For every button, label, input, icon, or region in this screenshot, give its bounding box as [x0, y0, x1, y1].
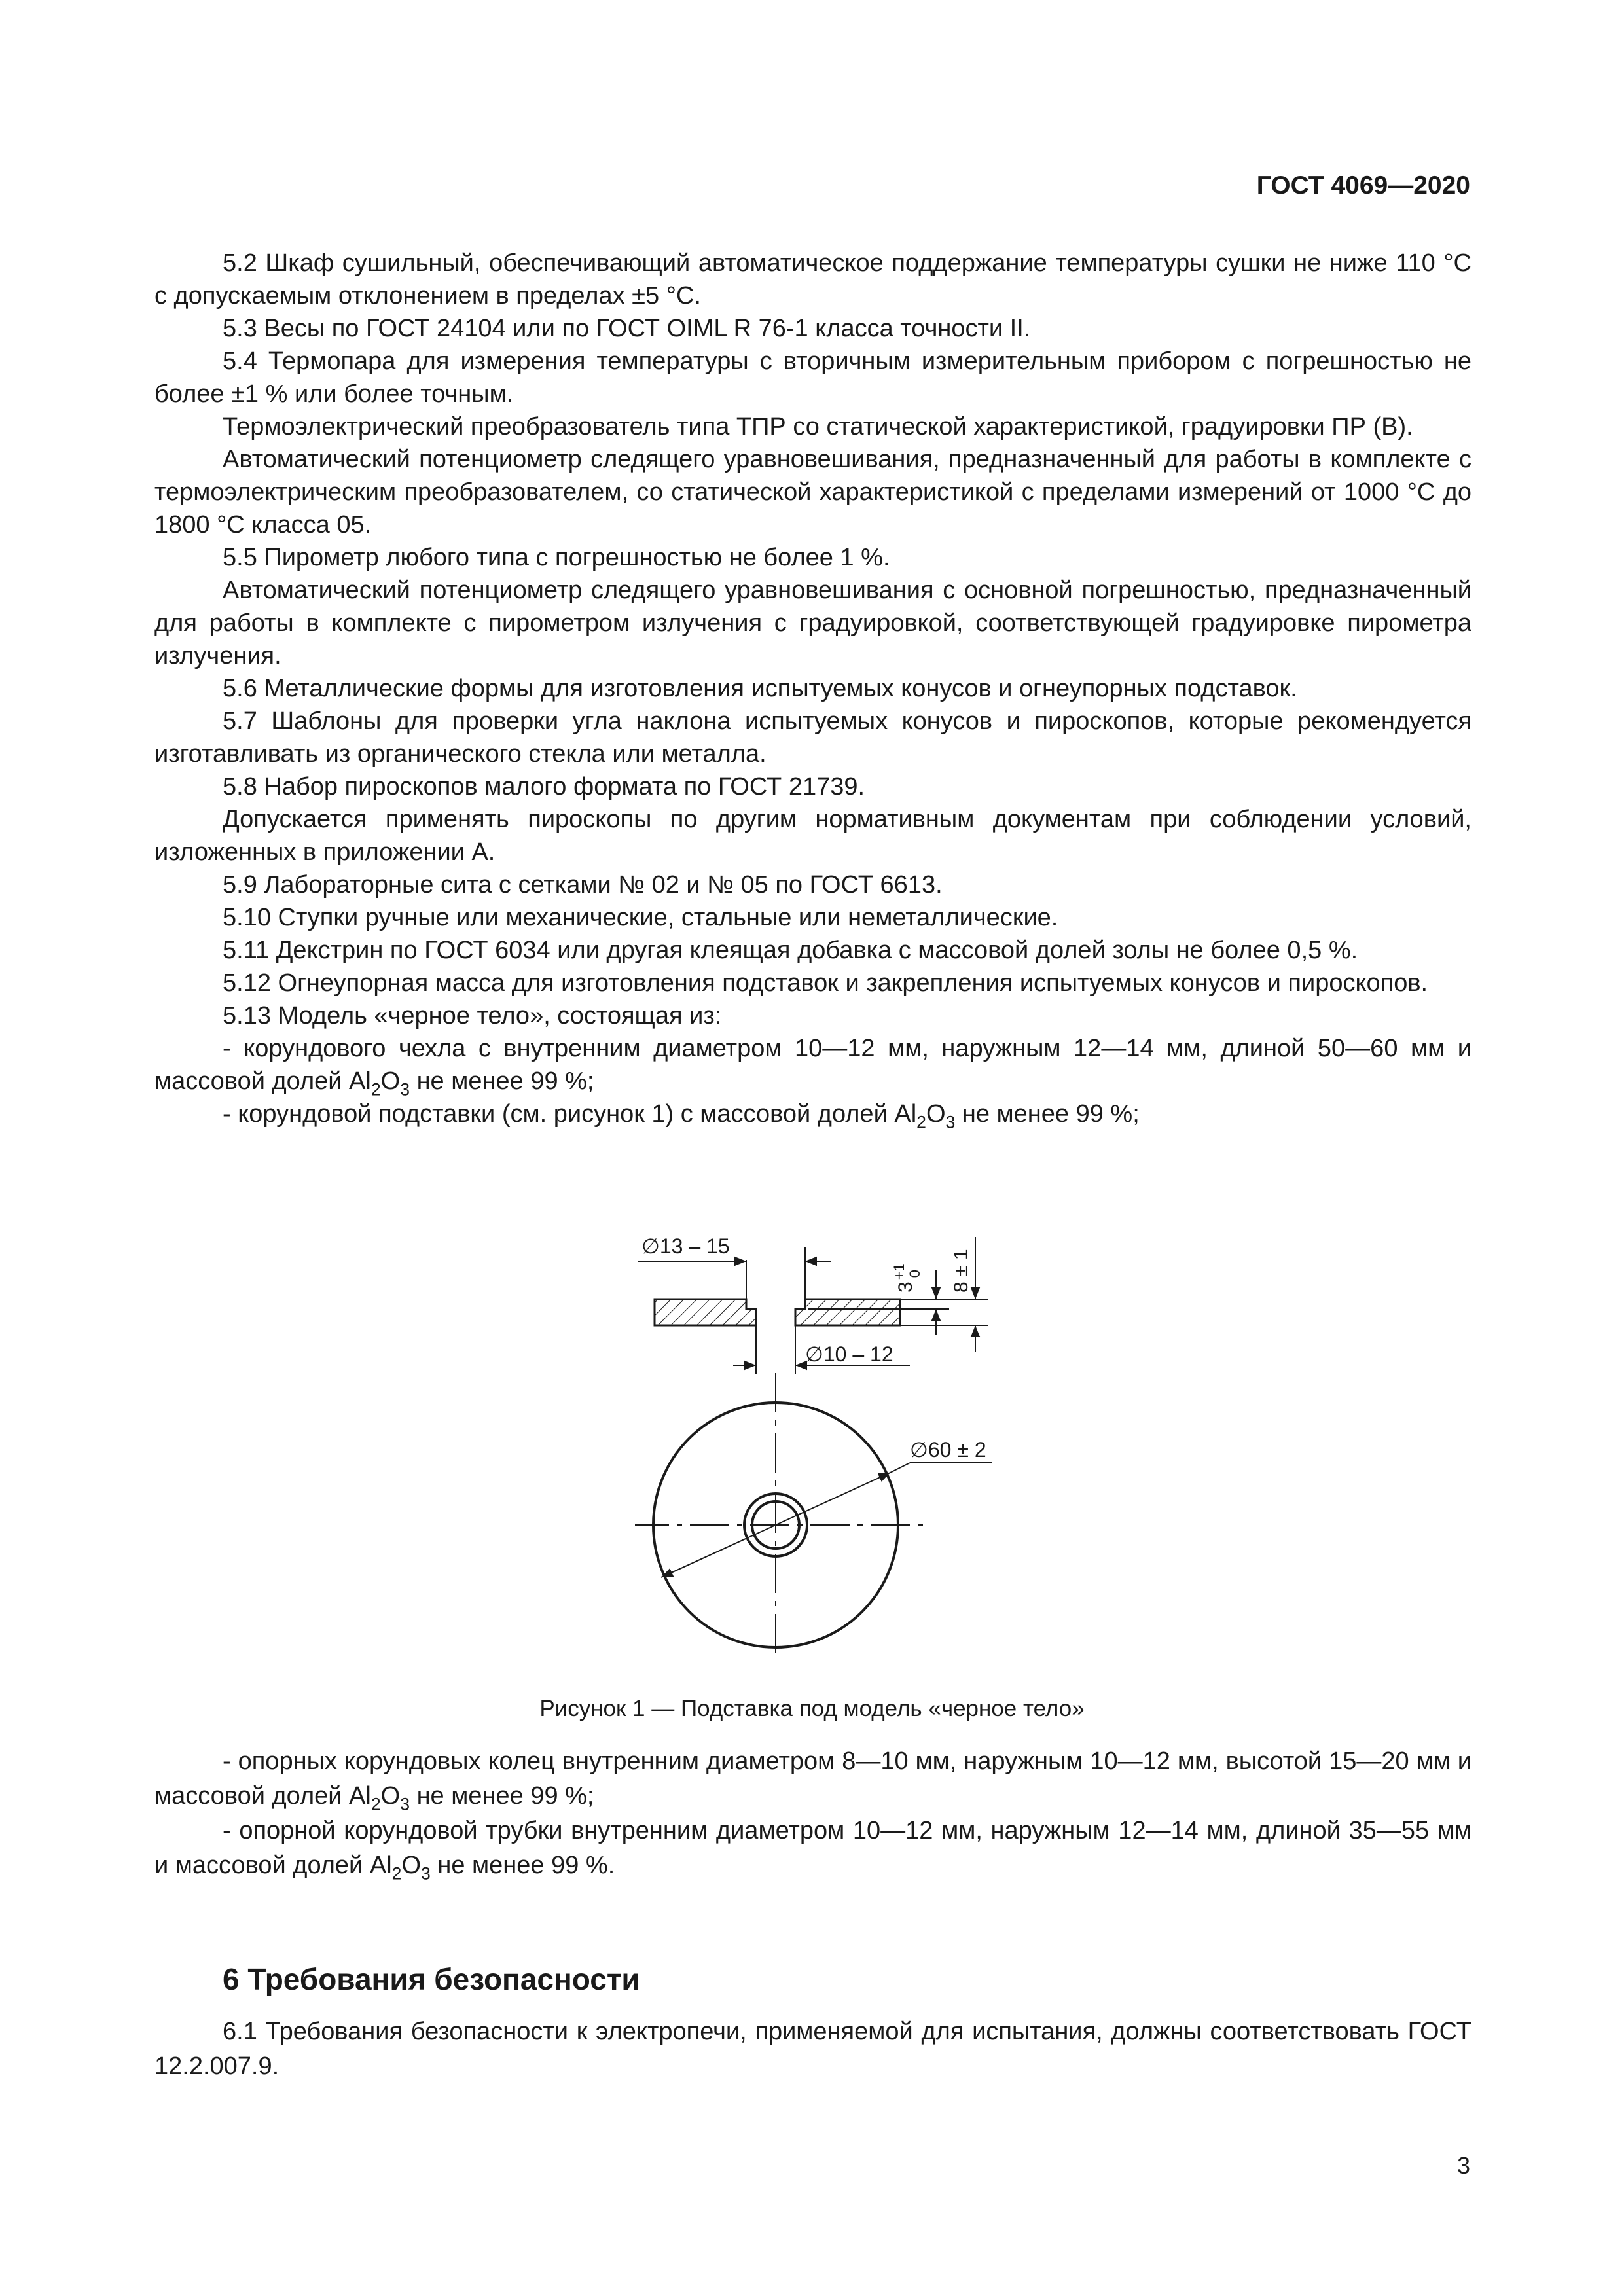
dim-step-value: 3	[895, 1282, 916, 1293]
text: - опорной корундовой трубки внутренним диаметром 10—12 мм, наружным 12—14 мм, длиной 35—55 мм и массовой долей Al	[154, 1817, 1471, 1879]
paragraph: 5.2 Шкаф сушильный, обеспечивающий автоматическое поддержание температуры сушки не ниже 110 °C с допускаемым отклонением в пределах ±5 °C.	[154, 249, 1471, 310]
subscript: 2	[916, 1112, 926, 1132]
paragraph: Автоматический потенциометр следящего уравновешивания, предназначенный для работы в комплекте с термоэлектрическим преобразователем, со статической характеристикой с пределами измерений от 1000 °C до 1800 °C класса 05.	[154, 446, 1471, 539]
paragraph: 5.5 Пирометр любого типа с погрешностью не более 1 %.	[223, 544, 890, 571]
text: - корундового чехла с внутренним диаметром 10—12 мм, наружным 12—14 мм, длиной 50—60 мм и массовой долей Al	[154, 1035, 1471, 1095]
figure-1	[635, 1217, 1028, 1676]
subscript: 3	[400, 1794, 410, 1814]
plan-view	[635, 1373, 992, 1656]
paragraph: 6.1 Требования безопасности к электропечи, применяемой для испытания, должны соответствовать ГОСТ 12.2.007.9.	[154, 2018, 1471, 2080]
text: O	[401, 1852, 421, 1879]
paragraph: Автоматический потенциометр следящего уравновешивания с основной погрешностью, предназначенный для работы в комплекте с пирометром излучения с градуировкой, соответствующей градуировке пирометра излучения.	[154, 577, 1471, 670]
subscript: 3	[400, 1079, 410, 1100]
dim-step-lower: 0	[907, 1269, 923, 1278]
page-number: 3	[1456, 2152, 1470, 2179]
dim-step-label	[891, 1263, 923, 1293]
figure-caption: Рисунок 1 — Подставка под модель «черное тело»	[539, 1696, 1085, 1721]
text: O	[380, 1067, 401, 1095]
dim-height-label: 8 ± 1	[950, 1249, 972, 1293]
text: не менее 99 %.	[430, 1852, 615, 1879]
text: - опорных корундовых колец внутренним диаметром 8—10 мм, наружным 10—12 мм, высотой 15—20 мм и массовой долей Al	[154, 1748, 1471, 1810]
subscript: 3	[421, 1863, 431, 1884]
list-item-case	[154, 1032, 1471, 1098]
subscript: 2	[391, 1863, 402, 1884]
subscript: 2	[370, 1079, 381, 1100]
text: не менее 99 %;	[410, 1782, 594, 1810]
list-item-rings	[154, 1744, 1471, 1814]
paragraph: 5.8 Набор пироскопов малого формата по ГОСТ 21739.	[223, 773, 865, 800]
list-continued	[154, 1744, 1471, 1883]
paragraph: 5.9 Лабораторные сита с сетками № 02 и № 05 по ГОСТ 6613.	[223, 871, 943, 899]
section-title: 6 Требования безопасности	[223, 1962, 640, 1996]
list-item-stand	[154, 1098, 1471, 1130]
text: O	[380, 1782, 401, 1810]
text: - корундовой подставки (см. рисунок 1) с массовой долей Al	[223, 1100, 917, 1128]
paragraph: 5.10 Ступки ручные или механические, стальные или неметаллические.	[223, 904, 1058, 931]
body-text	[154, 247, 1471, 1130]
paragraph: 5.3 Весы по ГОСТ 24104 или по ГОСТ OIML R 76-1 класса точности II.	[223, 315, 1031, 342]
paragraph: 5.11 Декстрин по ГОСТ 6034 или другая клеящая добавка с массовой долей золы не более 0,5 %.	[223, 937, 1358, 964]
text: не менее 99 %;	[410, 1067, 594, 1095]
subscript: 3	[945, 1112, 956, 1132]
stand-drawing	[635, 1217, 1028, 1676]
document-header: ГОСТ 4069—2020	[1256, 171, 1470, 200]
paragraph: 5.13 Модель «черное тело», состоящая из:	[223, 1002, 722, 1030]
paragraph: 5.7 Шаблоны для проверки угла наклона испытуемых конусов и пироскопов, которые рекомендуется изготавливать из органического стекла или металла.	[154, 708, 1471, 768]
dim-inner-hole-label: ∅10 – 12	[805, 1342, 893, 1366]
subscript: 2	[370, 1794, 381, 1814]
section-body	[154, 2015, 1471, 2084]
text: не менее 99 %;	[955, 1100, 1140, 1128]
paragraph: 5.4 Термопара для измерения температуры с вторичным измерительным прибором с погрешностью не более ±1 % или более точным.	[154, 348, 1471, 408]
list-item-tube	[154, 1814, 1471, 1883]
paragraph: 5.6 Металлические формы для изготовления испытуемых конусов и огнеупорных подставок.	[223, 675, 1297, 702]
text: O	[926, 1100, 946, 1128]
dim-outer-hole-label: ∅13 – 15	[641, 1234, 730, 1258]
paragraph: Допускается применять пироскопы по другим нормативным документам при соблюдении условий, изложенных в приложении А.	[154, 806, 1471, 866]
paragraph: 5.12 Огнеупорная масса для изготовления подставок и закрепления испытуемых конусов и пироскопов.	[223, 969, 1428, 997]
paragraph: Термоэлектрический преобразователь типа ТПР со статической характеристикой, градуировки ПР (В).	[223, 413, 1413, 440]
dim-step-upper: +1	[891, 1263, 907, 1280]
dim-disk-label: ∅60 ± 2	[910, 1438, 986, 1462]
